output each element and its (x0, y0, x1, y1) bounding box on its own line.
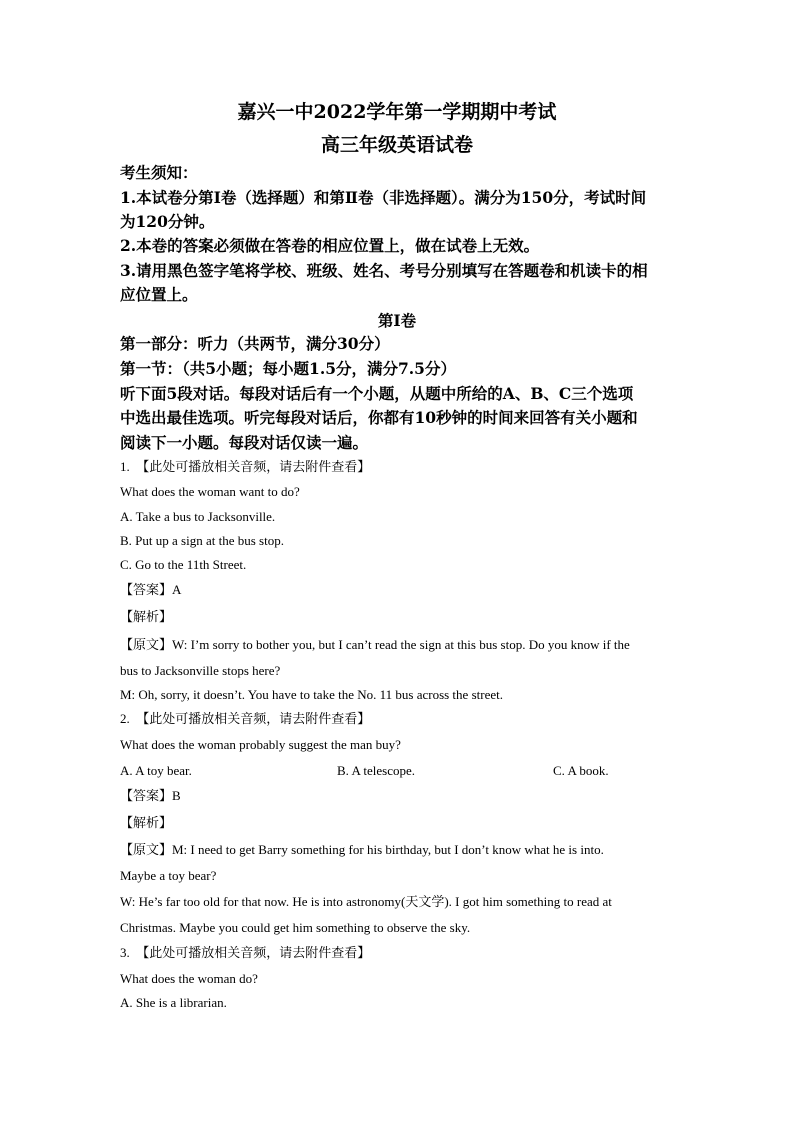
q2-option-b: B. A telescope. (337, 763, 415, 778)
instruction-1-line-1: 1.本试卷分第Ⅰ卷（选择题）和第Ⅱ卷（非选择题）。满分为150分，考试时间 (120, 188, 647, 207)
q1-transcript-line-1: 【原文】W: I’m sorry to bother you, but I can’t read the sign at this bus stop. Do you know if the (120, 637, 630, 652)
q2-analysis: 【解析】 (120, 815, 173, 830)
directions-line-3: 阅读下一小题。每段对话仅读一遍。 (120, 433, 369, 452)
section1-heading: 第一节：（共5小题；每小题1.5分，满分7.5分） (120, 359, 456, 378)
q1-analysis: 【解析】 (120, 609, 173, 624)
directions-line-1: 听下面5段对话。每段对话后有一个小题，从题中所给的A、B、C三个选项 (120, 384, 634, 403)
q1-transcript-line-2: bus to Jacksonville stops here? (120, 663, 281, 678)
q2-audio-link[interactable]: 2. 【此处可播放相关音频，请去附件查看】 (120, 711, 371, 726)
instruction-1-line-2: 为120分钟。 (120, 212, 215, 231)
instructions-heading: 考生须知： (120, 163, 198, 182)
q2-answer: 【答案】B (120, 788, 181, 803)
volume-heading: 第Ⅰ卷 (377, 311, 417, 330)
q2-option-c: C. A book. (553, 763, 609, 778)
exam-title: 嘉兴一中2022学年第一学期期中考试 (237, 101, 557, 123)
q2-stem: What does the woman probably suggest the man buy? (120, 737, 401, 752)
part1-heading: 第一部分：听力（共两节，满分30分） (120, 334, 390, 353)
q2-option-a: A. A toy bear. (120, 763, 192, 778)
q1-audio-link[interactable]: 1. 【此处可播放相关音频，请去附件查看】 (120, 459, 371, 474)
instruction-3-line-2: 应位置上。 (120, 285, 198, 304)
instruction-3-line-1: 3.请用黑色签字笔将学校、班级、姓名、考号分别填写在答题卷和机读卡的相 (120, 261, 648, 280)
q2-transcript-line-1: 【原文】M: I need to get Barry something for his birthday, but I don’t know what he is into. (120, 842, 604, 857)
q2-transcript-line-2: Maybe a toy bear? (120, 868, 217, 883)
q3-option-a: A. She is a librarian. (120, 995, 227, 1010)
q2-transcript-line-4: Christmas. Maybe you could get him something to observe the sky. (120, 920, 471, 935)
q1-transcript-line-3: M: Oh, sorry, it doesn’t. You have to take the No. 11 bus across the street. (120, 687, 503, 702)
q3-stem: What does the woman do? (120, 971, 258, 986)
q1-stem: What does the woman want to do? (120, 484, 300, 499)
instruction-2: 2.本卷的答案必须做在答卷的相应位置上，做在试卷上无效。 (120, 236, 540, 255)
directions-line-2: 中选出最佳选项。听完每段对话后，你都有10秒钟的时间来回答有关小题和 (120, 408, 638, 427)
q1-answer: 【答案】A (120, 582, 182, 597)
q3-audio-link[interactable]: 3. 【此处可播放相关音频，请去附件查看】 (120, 945, 371, 960)
q1-option-a: A. Take a bus to Jacksonville. (120, 509, 276, 524)
q1-option-c: C. Go to the 11th Street. (120, 557, 247, 572)
q2-transcript-line-3: W: He’s far too old for that now. He is into astronomy(天文学). I got him something to read at (120, 894, 612, 909)
q1-option-b: B. Put up a sign at the bus stop. (120, 533, 284, 548)
exam-subtitle: 高三年级英语试卷 (320, 134, 473, 156)
